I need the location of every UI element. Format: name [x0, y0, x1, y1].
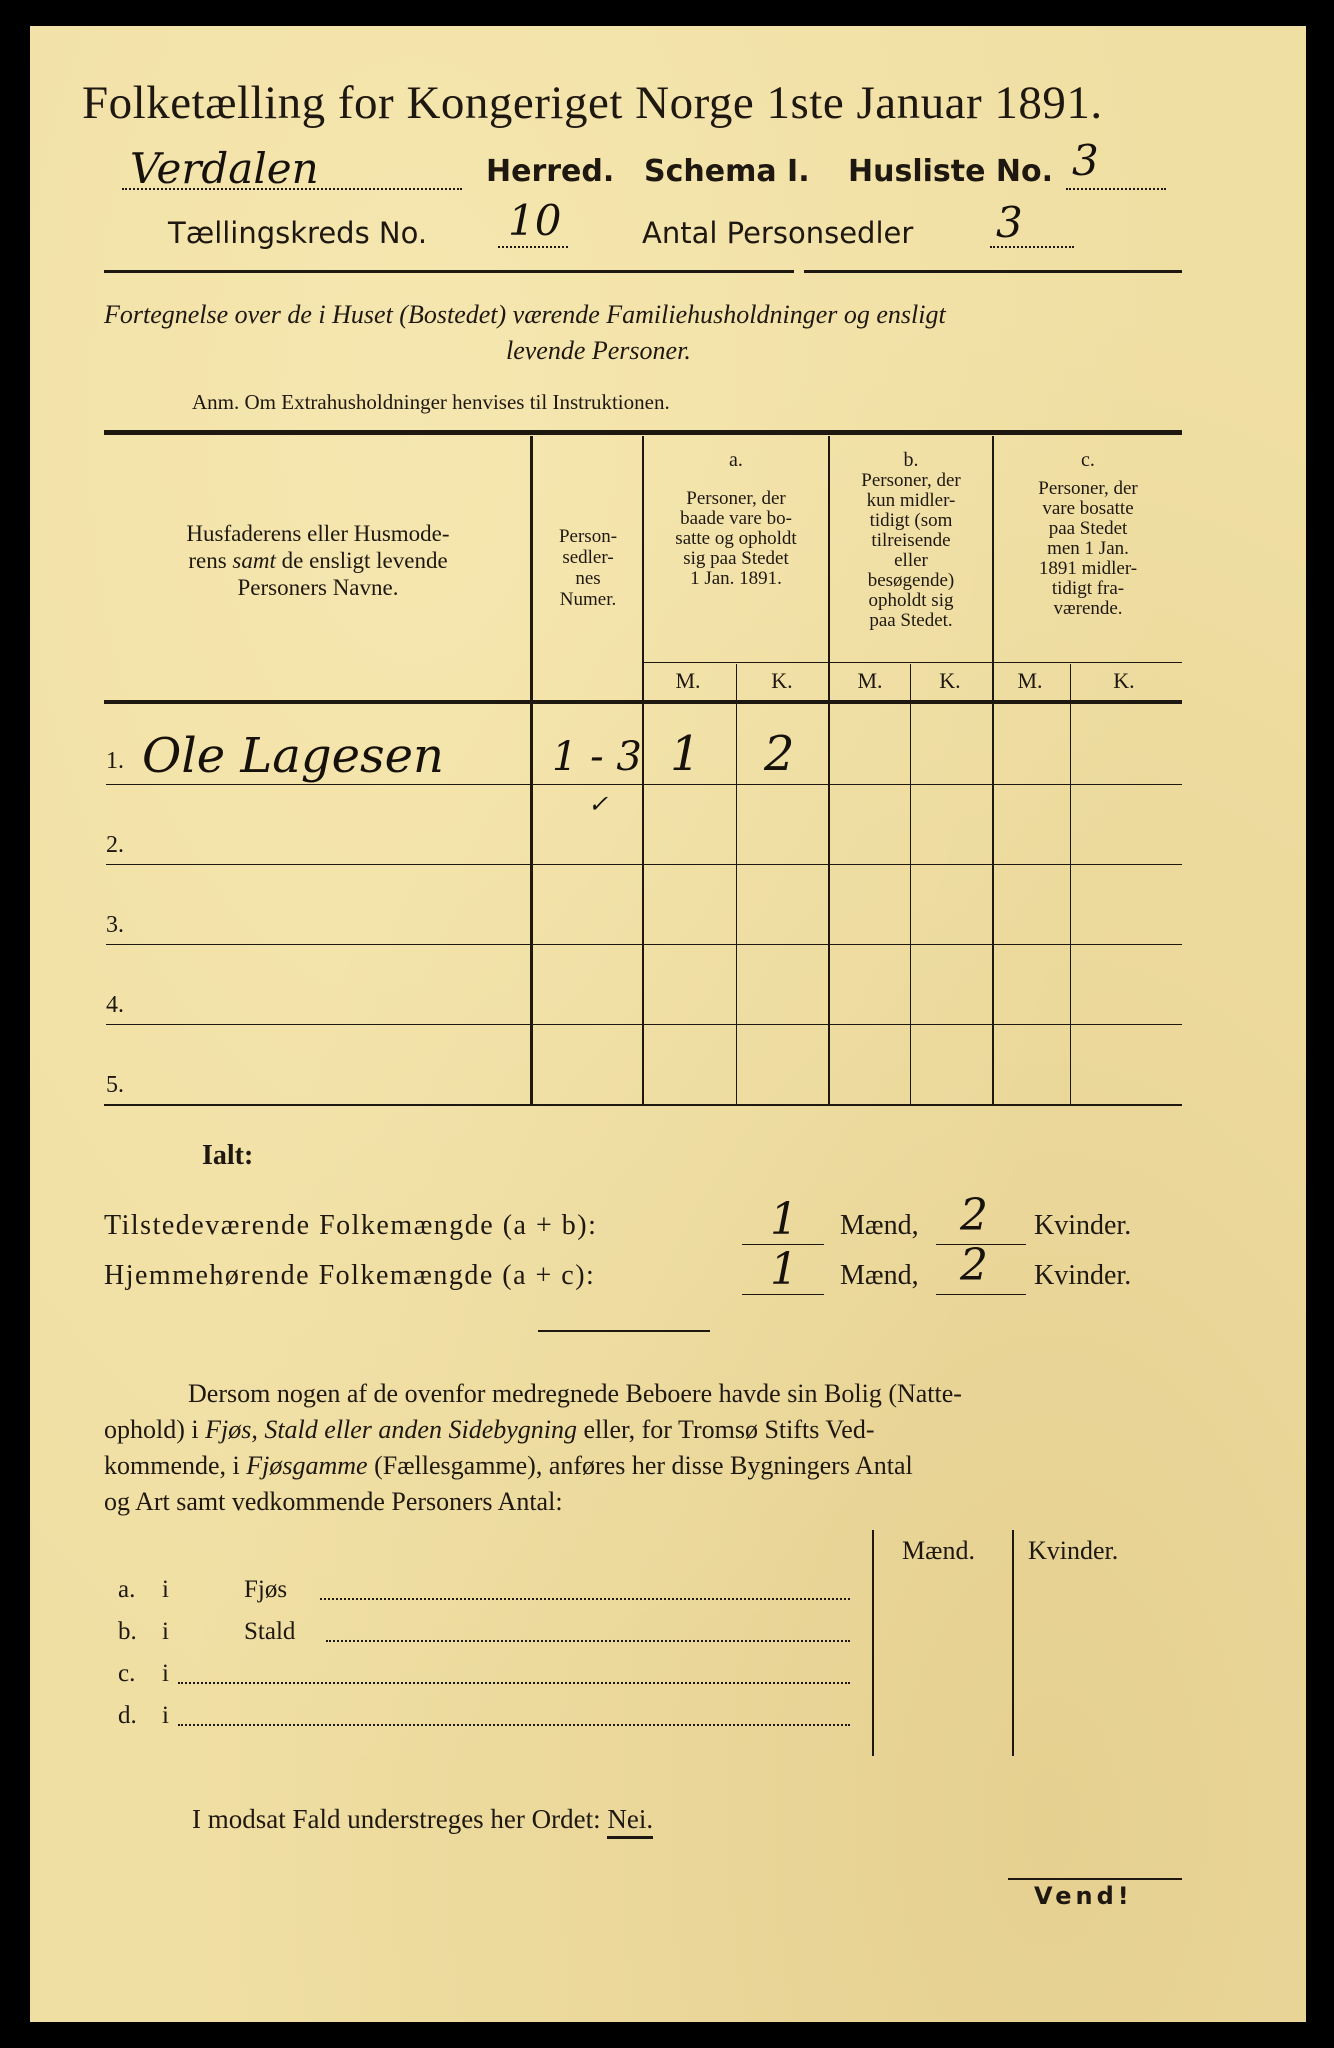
hjemme-k-line — [936, 1294, 1026, 1295]
nei-word: Nei. — [607, 1804, 653, 1839]
row-a-m: 1 — [670, 726, 701, 782]
ialt-label: Ialt: — [202, 1140, 254, 1171]
col-header-num-l4: Numer. — [559, 589, 617, 610]
col-header-num-l1: Person- — [558, 526, 618, 547]
col-header-name-l2 — [106, 547, 530, 574]
col-header-c-letter: c. — [1081, 449, 1095, 471]
husliste-dotline — [1066, 188, 1166, 190]
col-c-lines-line: værende. — [1053, 598, 1123, 619]
vend-rule — [1008, 1878, 1182, 1880]
col-header-b-letter: b. — [903, 449, 919, 471]
col-header-name — [106, 520, 530, 601]
col-header-name-l2c: de ensligt levende — [281, 548, 448, 573]
item-letter: a. — [118, 1576, 136, 1603]
col-header-num — [534, 526, 642, 610]
tilstede-label: Tilstedeværende Folkemængde (a + b): — [104, 1210, 598, 1241]
vline-c-mk — [1070, 664, 1071, 1104]
col-b-lines-line: tilreisende — [871, 530, 951, 551]
col-header-c-lines — [994, 479, 1182, 619]
schema-label: Schema I. — [644, 154, 810, 189]
antal-value: 3 — [996, 198, 1023, 247]
para-line-2a: ophold) i — [104, 1415, 206, 1444]
a-m-label: M. — [675, 668, 701, 693]
herred-label: Herred. — [486, 154, 615, 189]
col-header-num-l2: sedler- — [562, 547, 614, 568]
buildings-kvinder-head: Kvinder. — [1028, 1536, 1119, 1565]
b-m-label: M. — [857, 668, 883, 693]
item-i: i — [162, 1702, 169, 1729]
col-header-name-l3: Personers Navne. — [237, 575, 399, 600]
table-top-rule — [104, 430, 1182, 435]
para-line-3 — [104, 1448, 1184, 1484]
row-rule-4 — [106, 1024, 1182, 1025]
tilstede-m-value: 1 — [770, 1194, 798, 1245]
vline-a-mk — [736, 664, 737, 1104]
item-letter: c. — [118, 1660, 136, 1687]
hjemme-kvinder: Kvinder. — [1034, 1260, 1132, 1291]
row-number: 1. — [106, 748, 124, 774]
vline-b-mk — [910, 664, 911, 1104]
hjemme-maend: Mænd, — [840, 1260, 919, 1291]
vline-name — [530, 436, 533, 1104]
item-dotline — [178, 1724, 850, 1726]
item-dotline — [178, 1682, 850, 1684]
para-line-2c: eller, for Tromsø Stifts Ved- — [577, 1415, 875, 1444]
col-header-a-letter: a. — [729, 449, 743, 471]
row-number: 2. — [106, 832, 124, 858]
col-header-name-l2b: samt — [232, 548, 276, 573]
modsat-text — [192, 1804, 653, 1835]
col-c-lines-line: Personer, der — [1038, 478, 1138, 499]
hjemme-k-value: 2 — [960, 1240, 988, 1291]
col-c-lines-line: paa Stedet — [1048, 518, 1128, 539]
item-i: i — [162, 1576, 169, 1603]
col-header-b-lines — [830, 471, 992, 631]
col-c-lines-line: tidigt fra- — [1051, 578, 1125, 599]
row-sedler: 1 - 3 — [552, 734, 642, 780]
vend-label: Vend! — [1034, 1882, 1133, 1910]
para-line-3a: kommende, i — [104, 1451, 247, 1480]
item-label: Stald — [244, 1618, 296, 1645]
col-b-lines-line: eller — [894, 550, 928, 571]
husliste-value: 3 — [1072, 136, 1099, 185]
col-c-lines-line: 1891 midler- — [1038, 558, 1138, 579]
kreds-value: 10 — [508, 196, 562, 245]
col-a-lines-line: satte og opholdt — [675, 528, 797, 549]
col-a-lines-line: sig paa Stedet — [683, 548, 789, 569]
col-header-b — [830, 450, 992, 631]
item-letter: d. — [118, 1702, 137, 1729]
tilstede-kvinder: Kvinder. — [1034, 1210, 1132, 1241]
c-k-label: K. — [1113, 668, 1135, 693]
buildings-vline-1 — [872, 1530, 874, 1756]
col-a-lines-line: baade vare bo- — [680, 508, 792, 529]
item-dotline — [320, 1598, 850, 1600]
husliste-label: Husliste No. — [848, 154, 1053, 189]
row-rule-1 — [106, 784, 1182, 785]
row-number: 3. — [106, 912, 124, 938]
buildings-vline-2 — [1012, 1530, 1014, 1756]
item-i: i — [162, 1660, 169, 1687]
hjemme-m-value: 1 — [770, 1244, 798, 1295]
table-bottom-rule — [104, 1104, 1182, 1106]
row-a-k: 2 — [764, 726, 795, 782]
item-label: Fjøs — [244, 1576, 288, 1603]
col-b-lines-line: tidigt (som — [869, 510, 953, 531]
para-line-1: Dersom nogen af de ovenfor medregnede Beboere havde sin Bolig (Natte- — [188, 1379, 962, 1408]
col-a-lines-line: 1 Jan. 1891. — [690, 568, 782, 589]
kreds-dotline — [498, 246, 568, 248]
col-header-name-l1: Husfaderens eller Husmode- — [186, 521, 450, 546]
herred-value: Verdalen — [130, 144, 319, 193]
intro-line-1: Fortegnelse over de i Huset (Bostedet) værende Familiehusholdninger og ensligt — [104, 300, 946, 329]
col-c-lines-line: men 1 Jan. — [1047, 538, 1129, 559]
para-line-4: og Art samt vedkommende Personers Antal: — [104, 1487, 563, 1516]
para-line-3b: Fjøsgamme — [246, 1451, 368, 1480]
short-divider — [538, 1330, 710, 1332]
item-letter: b. — [118, 1618, 137, 1645]
row-number: 5. — [106, 1072, 124, 1098]
col-header-name-l2a: rens — [188, 548, 227, 573]
col-header-c — [994, 450, 1182, 619]
header-rule-right — [804, 270, 1182, 273]
para-line-2 — [104, 1412, 1184, 1448]
col-header-a — [644, 450, 828, 589]
modsat-label: I modsat Fald understreges her Ordet: — [192, 1804, 601, 1834]
col-header-num-l3: nes — [575, 568, 601, 589]
row-name: Ole Lagesen — [142, 728, 444, 784]
col-b-lines-line: kun midler- — [866, 490, 956, 511]
row-rule-2 — [106, 864, 1182, 865]
antal-label: Antal Personsedler — [642, 216, 914, 250]
item-i: i — [162, 1618, 169, 1645]
col-a-lines-line: Personer, der — [686, 488, 786, 509]
buildings-paragraph — [104, 1376, 1184, 1520]
para-line-2b: Fjøs, Stald eller anden Sidebygning — [205, 1415, 577, 1444]
intro-line-2: levende Personer. — [506, 336, 691, 365]
item-dotline — [326, 1640, 850, 1642]
mk-header-rule — [644, 662, 1182, 663]
header-rule-left — [104, 270, 794, 273]
para-line-3c: (Fællesgamme), anføres her disse Bygningers Antal — [367, 1451, 913, 1480]
b-k-label: K. — [939, 668, 961, 693]
row-number: 4. — [106, 992, 124, 1018]
col-b-lines-line: besøgende) — [867, 570, 955, 591]
kreds-label: Tællingskreds No. — [168, 216, 428, 250]
row-2-check-mark: ✓ — [588, 790, 609, 818]
buildings-maend-head: Mænd. — [902, 1536, 975, 1565]
a-k-label: K. — [771, 668, 793, 693]
form-title: Folketælling for Kongeriget Norge 1ste Januar 1891. — [82, 77, 1103, 129]
hjemme-label: Hjemmehørende Folkemængde (a + c): — [104, 1260, 596, 1291]
col-b-lines-line: Personer, der — [861, 470, 961, 491]
anm-note: Anm. Om Extrahusholdninger henvises til Instruktionen. — [192, 390, 670, 414]
c-m-label: M. — [1017, 668, 1043, 693]
col-b-lines-line: opholdt sig — [868, 590, 954, 611]
tilstede-k-value: 2 — [960, 1190, 988, 1241]
col-b-lines-line: paa Stedet. — [869, 610, 953, 631]
census-form-page — [30, 26, 1306, 2022]
col-c-lines-line: vare bosatte — [1042, 498, 1134, 519]
tilstede-maend: Mænd, — [840, 1210, 919, 1241]
row-rule-3 — [106, 944, 1182, 945]
col-header-a-lines — [644, 489, 828, 589]
